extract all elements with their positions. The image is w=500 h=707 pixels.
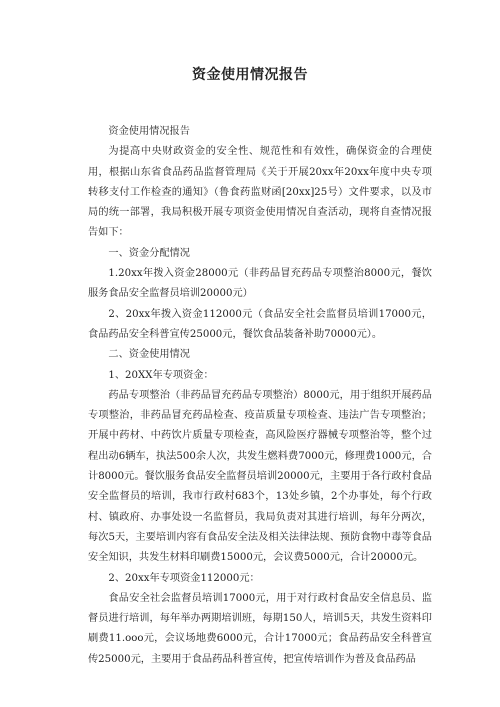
usage-subheading-2: 2、20xx年专项资金112000元： <box>108 572 260 584</box>
allocation-item-2: 2、20xx年拨入资金112000元（食品安全社会监督员培训17000元，食品药品安全科普宣传25000元，餐饮食品装备补助70000元）。 <box>88 308 432 340</box>
intro-paragraph: 为提高中央财政资金的安全性、规范性和有效性，确保资金的合理使用，根据山东省食品药品监督管理局《关于开展20xx年20xx年度中央专项转移支付工作检查的通知》（鲁食药监财函[20xx]25号）文件要求，以及市局的统一部署，我局积极开展专项资金使用情况自查活动，现将自查情况报告如下： <box>88 146 432 239</box>
report-body <box>88 122 432 670</box>
section-heading-usage: 二、资金使用情况 <box>108 349 190 361</box>
section-heading-allocation: 一、资金分配情况 <box>108 247 190 259</box>
usage-paragraph-1: 药品专项整治（非药品冒充药品专项整治）8000元，用于组织开展药品专项整治，非药品冒充药品检查、疫苗质量专项检查、违法广告专项整治；开展中药材、中药饮片质量专项检查，高风险医疗器械专项整治等，整个过程出动6辆车，执法500余人次，共发生燃料费7000元，修理费1000元，合计8000元。餐饮服务食品安全监督员培训20000元，主要用于各行政村食品安全监督员的培训，我市行政村683个，13处乡镇，2个办事处，每个行政村、镇政府、办事处设一名监督员，我局负责对其进行培训，每年分两次，每次5天，主要培训内容有食品安全法及相关法律法规、预防食物中毒等食品安全知识，共发生材料印刷费15000元，会议费5000元，合计20000元。 <box>88 389 432 564</box>
allocation-item-1: 1.20xx年拨入资金28000元（非药品冒充药品专项整治8000元，餐饮服务食品安全监督员培训20000元） <box>88 268 432 300</box>
usage-paragraph-2: 食品安全社会监督员培训17000元，用于对行政村食品安全信息员、监督员进行培训，每年举办两期培训班，每期150人，培训5天，共发生资料印刷费11.ooo元，会议场地费6000元，合计17000元；食品药品安全科普宣传25000元，主要用于食品药品科普宣传，把宣传培训作为普及食品药品 <box>88 592 432 665</box>
page-title: 资金使用情况报告 <box>192 67 308 83</box>
report-subtitle: 资金使用情况报告 <box>108 126 190 137</box>
usage-subheading-1: 1、20XX年专项资金： <box>108 369 214 381</box>
